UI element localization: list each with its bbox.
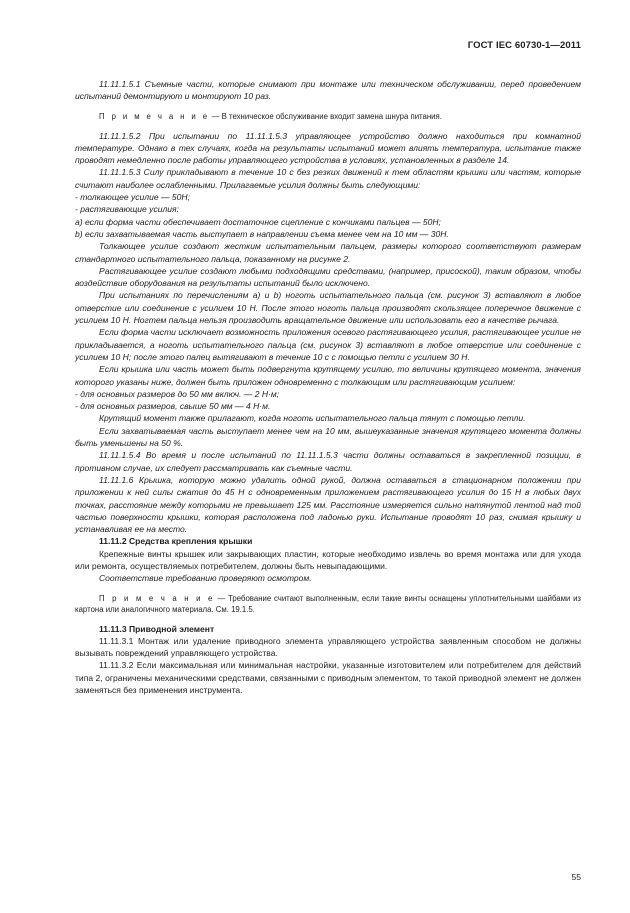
- note-2: [75, 593, 581, 615]
- clause-11-11-1-5-1: 11.11.1.5.1 Съемные части, которые снимают при монтаже или техническом обслуживании, перед проведением испытаний демонтируют и монтируют 10 раз.: [75, 79, 581, 102]
- force-pull-b: b) если захватываемая часть выступает в направлении съема менее чем на 10 мм — 30Н.: [75, 228, 449, 239]
- clause-11-11-3-2: 11.11.3.2 Если максимальная или минимальная настройки, указанные изготовителем или потребителем для действий типа 2, ограничены механическими средствами, связанными с приводным элементом, то такой приводной элемент не должен заменяться без применения инструмента.: [75, 660, 581, 696]
- paragraph-torque: Если крышка или часть может быть подвергнута крутящему усилию, то величины крутящего момента, значения которого указаны ниже, должен быть приложен одновременно с толкающим или растягивающим усилием:: [75, 364, 581, 387]
- document-body: [75, 78, 581, 696]
- paragraph-torque-loop: Крутящий момент также прилагают, когда ноготь испытательного пальца тянут с помощью петли.: [99, 413, 526, 424]
- note-label: П р и м е ч а н и е: [99, 111, 210, 121]
- paragraph-axial: Если форма части исключает возможность приложения осевого растягивающего усилия, растягивающее усилие не прикладывается, а ноготь испытательного пальца (см. рисунок 3) вставляют в любое отверстие или соединение с усилием 10 Н; после этого палец вытягивают в течение 10 с с помощью петли с усилием 30 Н.: [75, 327, 581, 362]
- note-text: — В техническое обслуживание входит замена шнура питания.: [209, 111, 442, 121]
- paragraph-screws: Крепежные винты крышек или закрывающих пластин, которые необходимо извлечь во время монтажа или для ухода или ремонта, осуществляемых потребителем, должны быть невыпадающими.: [75, 548, 581, 571]
- note-text: — Требование считают выполненным, если такие винты оснащены уплотнительными шайбами из картона или аналогичного материала. См. 19.1.5.: [75, 593, 581, 614]
- clause-11-11-1-5-4: 11.11.1.5.4 Во время и после испытаний по 11.11.1.5.3 части должны оставаться в закрепленной позиции, в противном случае, их следует рассматривать как съемные части.: [75, 450, 581, 473]
- torque-small: - для основных размеров до 50 мм включ. — 2 Н·м;: [75, 388, 280, 399]
- paragraph-test-ab: При испытаниях по перечислениям a) и b) ноготь испытательного пальца (см. рисунок 3) вставляют в любое отверстие или соединение с усилием 10 Н. После этого ноготь пальца производят скользящее поперечное движение с усилием 10 Н. Ногтем пальца нельзя производить вращательное движение или использовать его в качестве рычага.: [75, 290, 581, 326]
- paragraph-push-finger: Толкающее усилие создают жестким испытательным пальцем, размеры которого соответствуют размерам стандартного испытательного пальца, показанному на рисунке 2.: [75, 241, 581, 264]
- clause-11-11-1-5-3: 11.11.1.5.3 Силу прикладывают в течение 10 с без резких движений к тем областям крышки или частям, которые считают наиболее ослабленными. Прилагаемые усилия должны быть следующими:: [75, 167, 581, 190]
- force-pull-a: а) если форма части обеспечивает достаточное сцепление с кончиками пальцев — 50Н;: [75, 216, 441, 227]
- heading-11-11-2: 11.11.2 Средства крепления крышки: [99, 536, 253, 547]
- clause-11-11-1-5-2: 11.11.1.5.2 При испытании по 11.11.1.5.3 управляющее устройство должно находиться при комнатной температуре. Однако в тех случаях, когда на результаты испытаний может влиять температура, испытание также проводят немедленно после работы управляющего устройства в условиях, установленных в разделе 14.: [75, 130, 581, 166]
- force-pull: - растягивающие усилия:: [75, 204, 179, 215]
- force-push: - толкающее усилие — 50Н;: [75, 192, 190, 203]
- paragraph-pull-means: Растягивающее усилие создают любыми подходящими средствами, (например, присоской), таким образом, чтобы воздействие оборудования на результаты испытаний было исключено.: [75, 265, 581, 289]
- paragraph-torque-reduce: Если захватываемая часть выступает менее чем на 10 мм, вышеуказанные значения крутящего момента должны быть уменьшены на 50 %.: [75, 425, 581, 449]
- clause-11-11-1-6: 11.11.1.6 Крышка, которую можно удалить одной рукой, должна оставаться в стационарном положении при приложении к ней силы сжатия до 45 Н с одновременным приложением растягивающего усилия до 15 Н в любых двух точках, расстояние между которыми не превышает 125 мм. Расстояние измеряется сильно натянутой лентой над той частью поверхности крышки, которая расположена под ладонью руки. Испытание проводят 10 раз, снимая крышку и устанавливая ее на место.: [75, 474, 581, 535]
- clause-11-11-3-1: 11.11.3.1 Монтаж или удаление приводного элемента управляющего устройства заявленным способом не должны вызывать повреждений управляющего устройства.: [75, 635, 581, 659]
- note-label: П р и м е ч а н и е: [99, 593, 215, 603]
- torque-large: - для основных размеров, свыше 50 мм — 4 Н·м.: [75, 401, 271, 412]
- document-header: ГОСТ IEC 60730-1—2011: [467, 40, 581, 51]
- heading-11-11-3: 11.11.3 Приводной элемент: [99, 623, 215, 634]
- note-1: [75, 111, 581, 122]
- paragraph-compliance: Соответствие требованию проверяют осмотром.: [99, 573, 312, 584]
- page-number: 55: [571, 872, 581, 882]
